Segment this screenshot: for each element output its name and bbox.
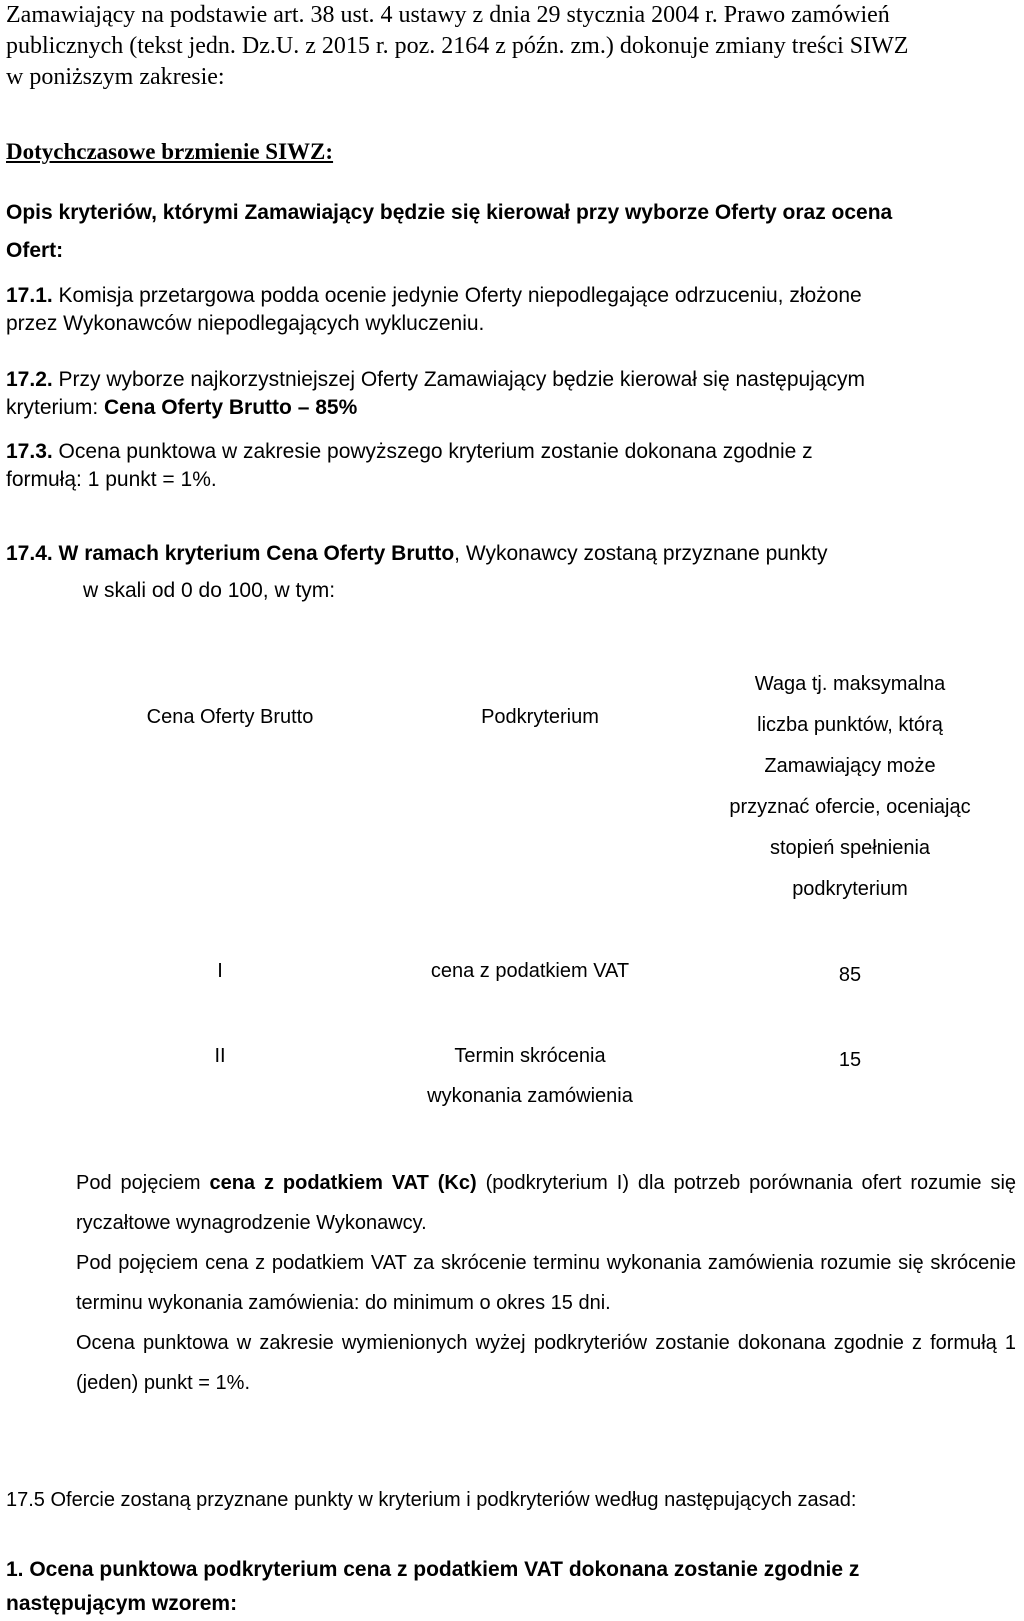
row-name-line: wykonania zamówienia (427, 1085, 633, 1107)
section-17-3 (6, 438, 1016, 494)
section-17-5 (6, 1480, 1016, 1520)
section-number: 17.4. (6, 542, 53, 565)
table-row-1-name: cena z podatkiem VAT (430, 960, 630, 982)
section-17-4 (6, 540, 1016, 608)
header-line: podkryterium (792, 878, 908, 900)
note-bold-text: cena z podatkiem VAT (Kc) (209, 1172, 477, 1194)
intro-paragraph (6, 0, 1016, 93)
header-line: liczba punktów, którą (757, 714, 943, 736)
intro-line: w poniższym zakresie: (6, 64, 225, 90)
header-line: stopień spełnienia (769, 837, 931, 859)
section-text: , Wykonawcy zostaną przyznane punkty (454, 542, 828, 565)
section-bold-text: W ramach kryterium Cena Oferty Brutto (52, 542, 455, 565)
section-17-1 (6, 282, 1016, 338)
previous-wording-heading: Dotychczasowe brzmienie SIWZ: (6, 139, 334, 164)
section-text: kryterium: (6, 396, 105, 419)
table-header-weight (695, 664, 1005, 910)
section-text: Ocena punktowa w zakresie powyższego kryterium zostanie dokonana zgodnie z (52, 440, 813, 463)
header-line: Zamawiający może (764, 755, 936, 777)
intro-line: Zamawiający na podstawie art. 38 ust. 4 ustawy z dnia 29 stycznia 2004 r. Prawo zamówień (6, 2, 890, 28)
table-row-1-number: I (217, 960, 223, 982)
section-text: w skali od 0 do 100, w tym: (83, 579, 336, 602)
section-text: formułą: 1 punkt = 1%. (6, 468, 217, 491)
section-number: 17.1. (6, 284, 53, 307)
header-line: przyznać ofercie, oceniając (729, 796, 971, 818)
section-17-2 (6, 366, 1016, 422)
table-header-price: Cena Oferty Brutto (146, 706, 314, 728)
section-text: Ofercie zostaną przyznane punkty w kryterium i podkryteriów według następujących zasad: (44, 1489, 857, 1511)
section-text: przez Wykonawców niepodlegających wykluczeniu. (6, 312, 485, 335)
table-row-2-name (360, 1036, 700, 1116)
header-line: Waga tj. maksymalna (754, 673, 946, 695)
table-header-subcriterion: Podkryterium (481, 706, 599, 728)
note-text: Ocena punktowa w zakresie wymienionych wyżej podkryteriów zostanie dokonana zgodnie z formułą 1 (jeden) punkt = 1%. (76, 1332, 1016, 1394)
section-number: 17.2. (6, 368, 53, 391)
section-text: Komisja przetargowa podda ocenie jedynie Oferty niepodlegające odrzuceniu, złożone (52, 284, 862, 307)
note-text: (podkryterium I) dla potrzeb porównania ofert rozumie się ryczałtowe wynagrodzenie Wykonawcy. (76, 1172, 1017, 1234)
section-number: 17.3. (6, 440, 53, 463)
criterion-highlight: Cena Oferty Brutto – 85% (104, 396, 358, 419)
section-17-5-point-1 (6, 1553, 1016, 1621)
point-text: 1. Ocena punktowa podkryterium cena z podatkiem VAT dokonana zostanie zgodnie z (6, 1558, 860, 1581)
criteria-title-line: Ofert: (6, 239, 64, 262)
row-name-line: Termin skrócenia (454, 1045, 606, 1067)
note-text: Pod pojęciem cena z podatkiem VAT za skrócenie terminu wykonania zamówienia rozumie się skrócenie terminu wykonania zamówienia: do minimum o okres 15 dni. (76, 1252, 1016, 1314)
criteria-title (6, 194, 1016, 270)
section-text: Przy wyborze najkorzystniejszej Oferty Zamawiający będzie kierował się następującym (52, 368, 866, 391)
note-text: Pod pojęciem (76, 1172, 210, 1194)
criteria-title-line: Opis kryteriów, którymi Zamawiający będzie się kierował przy wyborze Oferty oraz ocena (6, 201, 893, 224)
table-row-2-number: II (214, 1045, 226, 1067)
table-row-1-weight: 85 (838, 964, 862, 986)
notes-paragraph (76, 1163, 1016, 1403)
section-number: 17.5 (6, 1489, 45, 1511)
intro-line: publicznych (tekst jedn. Dz.U. z 2015 r. poz. 2164 z późn. zm.) dokonuje zmiany treści SIWZ (6, 33, 909, 59)
point-text: następującym wzorem: (6, 1592, 238, 1615)
table-row-2-weight: 15 (838, 1049, 862, 1071)
